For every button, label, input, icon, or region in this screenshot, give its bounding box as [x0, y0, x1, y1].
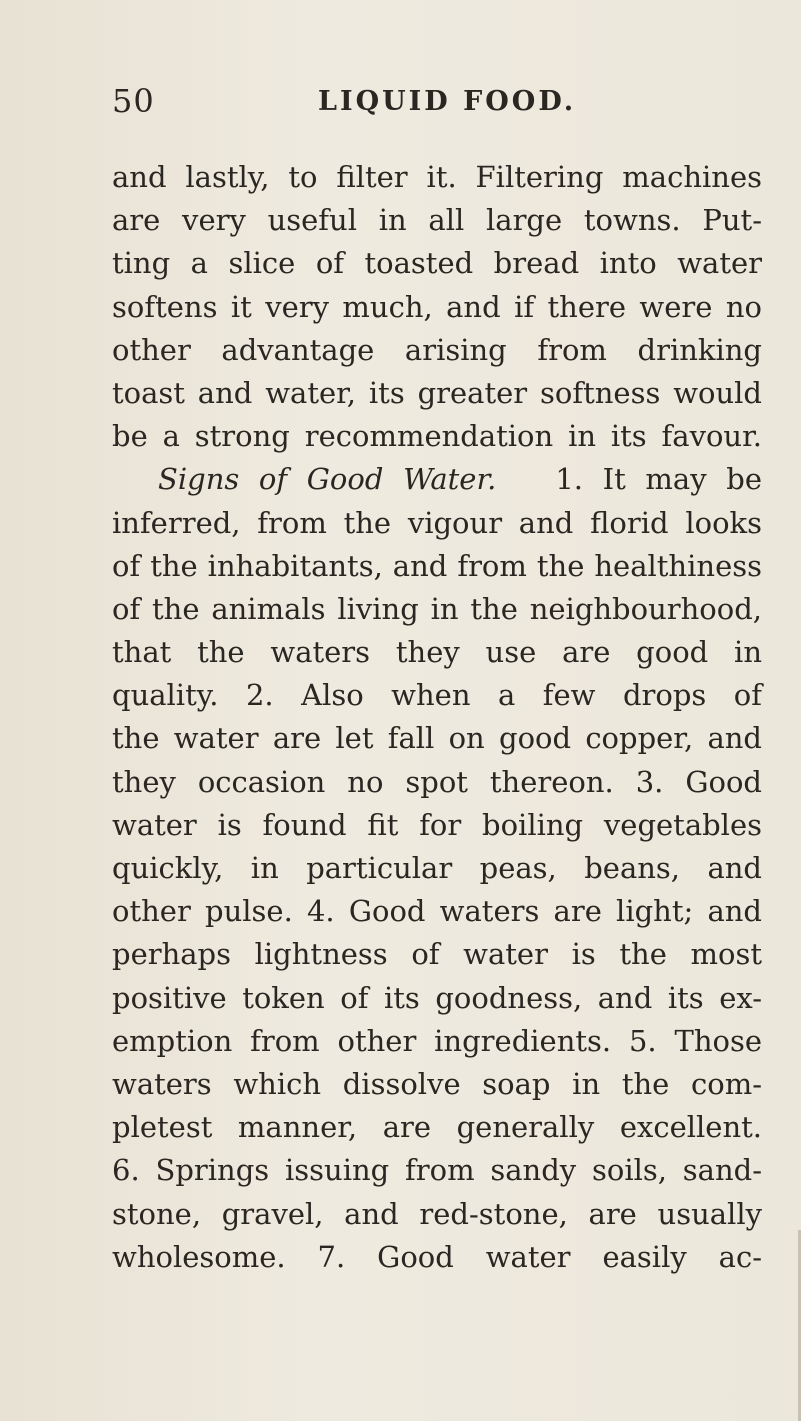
- text-line: that the waters they use are good in: [112, 635, 762, 670]
- text-line: they occasion no spot thereon. 3. Good: [112, 764, 762, 799]
- text-line: toast and water, its greater softness would: [112, 375, 762, 410]
- text-line: ting a slice of toasted bread into water: [112, 246, 762, 281]
- body-text: [112, 156, 762, 1279]
- text-line: waters which dissolve soap in the com-: [112, 1066, 762, 1101]
- text-line: perhaps lightness of water is the most: [112, 937, 762, 972]
- running-title: LIQUID FOOD.: [318, 86, 577, 117]
- text-line: water is found fit for boiling vegetables: [112, 807, 762, 842]
- section-line-rest: 1. It may be: [555, 462, 762, 497]
- text-line: 6. Springs issuing from sandy soils, sand-: [112, 1153, 762, 1188]
- page-header: [112, 82, 752, 122]
- text-line: quickly, in particular peas, beans, and: [112, 851, 762, 885]
- text-line: and lastly, to filter it. Filtering machines: [112, 160, 762, 194]
- text-line: emption from other ingredients. 5. Those: [112, 1023, 762, 1058]
- section-heading: Signs of Good Water.: [158, 462, 497, 497]
- text-line: are very useful in all large towns. Put-: [112, 203, 762, 238]
- text-line: quality. 2. Also when a few drops of: [112, 678, 762, 713]
- text-line: be a strong recommendation in its favour.: [112, 419, 762, 454]
- text-line: the water are let fall on good copper, and: [112, 721, 762, 756]
- text-line: other pulse. 4. Good waters are light; and: [112, 894, 762, 929]
- section-start-line: [112, 458, 762, 501]
- text-line: pletest manner, are generally excellent.: [112, 1110, 762, 1145]
- text-line: softens it very much, and if there were no: [112, 289, 762, 324]
- text-line: inferred, from the vigour and florid looks: [112, 505, 762, 540]
- text-line: wholesome. 7. Good water easily ac-: [112, 1239, 762, 1274]
- page-number: 50: [112, 82, 155, 120]
- text-line: other advantage arising from drinking: [112, 332, 762, 367]
- text-line: stone, gravel, and red-stone, are usually: [112, 1196, 762, 1231]
- text-line: of the animals living in the neighbourhood,: [112, 591, 762, 626]
- text-line: positive token of its goodness, and its ex-: [112, 980, 762, 1015]
- text-line: of the inhabitants, and from the healthiness: [112, 548, 762, 583]
